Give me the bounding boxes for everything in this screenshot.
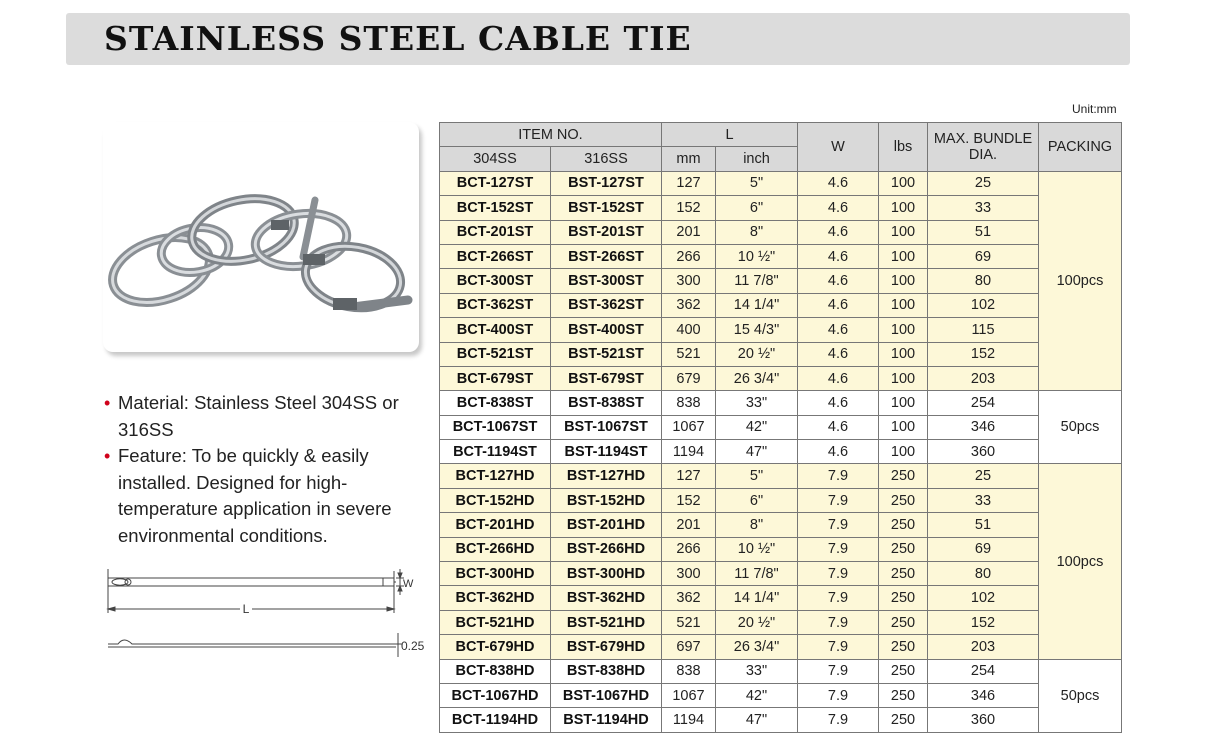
max-bundle-cell: 51	[928, 220, 1039, 244]
code-304ss-cell: BCT-201ST	[440, 220, 551, 244]
code-316ss-cell: BST-521ST	[551, 342, 662, 366]
width-cell: 4.6	[798, 415, 879, 439]
width-cell: 7.9	[798, 635, 879, 659]
width-cell: 7.9	[798, 488, 879, 512]
length-mm-cell: 1194	[662, 440, 716, 464]
packing-cell: 50pcs	[1039, 391, 1122, 464]
table-row	[440, 513, 1122, 537]
length-mm-cell: 521	[662, 342, 716, 366]
cable-tie-dimension-drawing	[106, 565, 436, 665]
code-316ss-cell: BST-266ST	[551, 244, 662, 268]
lbs-cell: 250	[879, 610, 928, 634]
length-inch-cell: 5"	[716, 464, 798, 488]
length-mm-cell: 838	[662, 659, 716, 683]
code-316ss-cell: BST-1067HD	[551, 683, 662, 707]
length-mm-cell: 1067	[662, 683, 716, 707]
code-304ss-cell: BCT-362HD	[440, 586, 551, 610]
width-cell: 4.6	[798, 318, 879, 342]
length-inch-cell: 33"	[716, 659, 798, 683]
title-bar	[66, 13, 1130, 65]
length-mm-cell: 1067	[662, 415, 716, 439]
lbs-cell: 100	[879, 244, 928, 268]
bullet-icon: •	[104, 446, 111, 466]
length-mm-cell: 362	[662, 293, 716, 317]
code-304ss-cell: BCT-362ST	[440, 293, 551, 317]
code-304ss-cell: BCT-266HD	[440, 537, 551, 561]
width-cell: 7.9	[798, 537, 879, 561]
code-304ss-cell: BCT-1194ST	[440, 440, 551, 464]
item-no-header: ITEM NO.	[440, 123, 662, 147]
width-cell: 4.6	[798, 171, 879, 195]
length-inch-cell: 33"	[716, 391, 798, 415]
product-photo	[103, 122, 419, 352]
max-bundle-cell: 115	[928, 318, 1039, 342]
length-inch-cell: 14 1/4"	[716, 293, 798, 317]
code-304ss-cell: BCT-201HD	[440, 513, 551, 537]
packing-cell: 100pcs	[1039, 171, 1122, 391]
table-row	[440, 610, 1122, 634]
lbs-header: lbs	[879, 123, 928, 172]
lbs-cell: 100	[879, 293, 928, 317]
length-inch-cell: 10 ½"	[716, 244, 798, 268]
length-mm-cell: 300	[662, 562, 716, 586]
page-title: STAINLESS STEEL CABLE TIE	[104, 19, 692, 58]
length-mm-cell: 201	[662, 513, 716, 537]
length-inch-cell: 5"	[716, 171, 798, 195]
lbs-cell: 100	[879, 318, 928, 342]
code-304ss-cell: BCT-838HD	[440, 659, 551, 683]
lbs-cell: 100	[879, 366, 928, 390]
feature-item-feature	[104, 443, 424, 549]
code-304ss-cell: BCT-152HD	[440, 488, 551, 512]
code-316ss-cell: BST-400ST	[551, 318, 662, 342]
length-mm-cell: 152	[662, 488, 716, 512]
lbs-cell: 250	[879, 659, 928, 683]
code-304ss-cell: BCT-400ST	[440, 318, 551, 342]
code-304ss-cell: BCT-679ST	[440, 366, 551, 390]
lbs-cell: 100	[879, 391, 928, 415]
table-row	[440, 708, 1122, 732]
width-cell: 4.6	[798, 366, 879, 390]
table-row	[440, 366, 1122, 390]
lbs-cell: 250	[879, 683, 928, 707]
lbs-cell: 100	[879, 269, 928, 293]
length-inch-cell: 20 ½"	[716, 342, 798, 366]
code-316ss-cell: BST-152HD	[551, 488, 662, 512]
bullet-icon: •	[104, 393, 111, 413]
length-inch-cell: 10 ½"	[716, 537, 798, 561]
max-bundle-cell: 360	[928, 708, 1039, 732]
table-row	[440, 659, 1122, 683]
length-inch-cell: 15 4/3"	[716, 318, 798, 342]
code-304ss-cell: BCT-300ST	[440, 269, 551, 293]
lbs-cell: 250	[879, 488, 928, 512]
length-inch-cell: 8"	[716, 220, 798, 244]
code-316ss-cell: BST-1067ST	[551, 415, 662, 439]
code-304ss-cell: BCT-152ST	[440, 196, 551, 220]
lbs-cell: 250	[879, 464, 928, 488]
lbs-cell: 250	[879, 537, 928, 561]
feature-item-material	[104, 390, 424, 443]
max-bundle-cell: 51	[928, 513, 1039, 537]
max-bundle-cell: 203	[928, 366, 1039, 390]
code-304ss-cell: BCT-300HD	[440, 562, 551, 586]
code-316ss-cell: BST-362HD	[551, 586, 662, 610]
ss316-header: 316SS	[551, 147, 662, 171]
width-cell: 7.9	[798, 708, 879, 732]
lbs-cell: 250	[879, 513, 928, 537]
dimension-diagram	[106, 565, 436, 670]
packing-cell: 100pcs	[1039, 464, 1122, 659]
code-316ss-cell: BST-300HD	[551, 562, 662, 586]
lbs-cell: 100	[879, 220, 928, 244]
table-row	[440, 440, 1122, 464]
code-316ss-cell: BST-152ST	[551, 196, 662, 220]
length-inch-cell: 8"	[716, 513, 798, 537]
max-bundle-cell: 69	[928, 537, 1039, 561]
width-cell: 7.9	[798, 562, 879, 586]
width-cell: 4.6	[798, 244, 879, 268]
lbs-cell: 100	[879, 415, 928, 439]
code-316ss-cell: BST-201HD	[551, 513, 662, 537]
table-row	[440, 683, 1122, 707]
lbs-cell: 250	[879, 708, 928, 732]
table-row	[440, 269, 1122, 293]
length-mm-cell: 400	[662, 318, 716, 342]
code-304ss-cell: BCT-127ST	[440, 171, 551, 195]
max-bundle-cell: 346	[928, 683, 1039, 707]
thickness-label: 0.25	[401, 639, 425, 653]
feature-text: Feature: To be quickly & easily installed. Designed for high-temperature application in severe environmental conditions.	[118, 445, 392, 546]
cable-ties-illustration	[103, 122, 419, 352]
lbs-cell: 100	[879, 440, 928, 464]
table-row	[440, 196, 1122, 220]
code-316ss-cell: BST-521HD	[551, 610, 662, 634]
max-bundle-header: MAX. BUNDLE DIA.	[928, 123, 1039, 172]
lbs-cell: 250	[879, 586, 928, 610]
lbs-cell: 250	[879, 635, 928, 659]
length-inch-cell: 11 7/8"	[716, 269, 798, 293]
table-row	[440, 171, 1122, 195]
max-bundle-cell: 33	[928, 196, 1039, 220]
code-304ss-cell: BCT-1067HD	[440, 683, 551, 707]
length-mm-cell: 152	[662, 196, 716, 220]
lbs-cell: 100	[879, 171, 928, 195]
length-mm-cell: 127	[662, 171, 716, 195]
lbs-cell: 100	[879, 342, 928, 366]
max-bundle-cell: 25	[928, 171, 1039, 195]
table-row	[440, 415, 1122, 439]
code-304ss-cell: BCT-1067ST	[440, 415, 551, 439]
lbs-cell: 250	[879, 562, 928, 586]
max-bundle-cell: 346	[928, 415, 1039, 439]
length-mm-cell: 1194	[662, 708, 716, 732]
table-row	[440, 293, 1122, 317]
max-bundle-cell: 360	[928, 440, 1039, 464]
max-bundle-cell: 80	[928, 562, 1039, 586]
code-304ss-cell: BCT-266ST	[440, 244, 551, 268]
code-316ss-cell: BST-201ST	[551, 220, 662, 244]
length-inch-cell: 6"	[716, 488, 798, 512]
length-mm-cell: 679	[662, 366, 716, 390]
length-mm-cell: 201	[662, 220, 716, 244]
width-cell: 4.6	[798, 220, 879, 244]
length-mm-cell: 127	[662, 464, 716, 488]
code-316ss-cell: BST-838HD	[551, 659, 662, 683]
width-cell: 4.6	[798, 342, 879, 366]
lbs-cell: 100	[879, 196, 928, 220]
width-label: W	[403, 578, 414, 590]
code-316ss-cell: BST-127ST	[551, 171, 662, 195]
length-inch-cell: 42"	[716, 683, 798, 707]
max-bundle-cell: 69	[928, 244, 1039, 268]
length-mm-cell: 838	[662, 391, 716, 415]
length-inch-cell: 14 1/4"	[716, 586, 798, 610]
width-cell: 4.6	[798, 440, 879, 464]
length-label: L	[242, 602, 250, 616]
table-row	[440, 488, 1122, 512]
length-inch-cell: 11 7/8"	[716, 562, 798, 586]
length-inch-cell: 26 3/4"	[716, 366, 798, 390]
width-cell: 7.9	[798, 610, 879, 634]
width-header: W	[798, 123, 879, 172]
table-row	[440, 635, 1122, 659]
length-inch-cell: 47"	[716, 708, 798, 732]
max-bundle-cell: 33	[928, 488, 1039, 512]
spec-table-body	[440, 171, 1122, 732]
width-cell: 4.6	[798, 391, 879, 415]
code-316ss-cell: BST-266HD	[551, 537, 662, 561]
length-inch-cell: 6"	[716, 196, 798, 220]
code-316ss-cell: BST-127HD	[551, 464, 662, 488]
width-cell: 7.9	[798, 659, 879, 683]
max-bundle-cell: 102	[928, 293, 1039, 317]
width-cell: 7.9	[798, 586, 879, 610]
code-304ss-cell: BCT-127HD	[440, 464, 551, 488]
code-316ss-cell: BST-1194ST	[551, 440, 662, 464]
table-row	[440, 586, 1122, 610]
length-inch-cell: 26 3/4"	[716, 635, 798, 659]
code-304ss-cell: BCT-679HD	[440, 635, 551, 659]
feature-list	[104, 390, 424, 549]
table-row	[440, 537, 1122, 561]
width-cell: 7.9	[798, 683, 879, 707]
max-bundle-cell: 254	[928, 659, 1039, 683]
length-mm-cell: 300	[662, 269, 716, 293]
code-316ss-cell: BST-679HD	[551, 635, 662, 659]
code-316ss-cell: BST-838ST	[551, 391, 662, 415]
length-mm-cell: 266	[662, 244, 716, 268]
table-row	[440, 318, 1122, 342]
max-bundle-cell: 152	[928, 342, 1039, 366]
code-304ss-cell: BCT-521ST	[440, 342, 551, 366]
code-316ss-cell: BST-300ST	[551, 269, 662, 293]
packing-header: PACKING	[1039, 123, 1122, 172]
width-cell: 7.9	[798, 464, 879, 488]
width-cell: 4.6	[798, 269, 879, 293]
inch-header: inch	[716, 147, 798, 171]
code-316ss-cell: BST-679ST	[551, 366, 662, 390]
code-316ss-cell: BST-1194HD	[551, 708, 662, 732]
table-row	[440, 220, 1122, 244]
feature-text: Material: Stainless Steel 304SS or 316SS	[118, 392, 399, 440]
max-bundle-cell: 25	[928, 464, 1039, 488]
code-304ss-cell: BCT-1194HD	[440, 708, 551, 732]
width-cell: 4.6	[798, 196, 879, 220]
unit-label: Unit:mm	[1072, 102, 1117, 116]
spec-table	[439, 122, 1122, 733]
width-cell: 7.9	[798, 513, 879, 537]
length-inch-cell: 42"	[716, 415, 798, 439]
max-bundle-cell: 102	[928, 586, 1039, 610]
table-row	[440, 562, 1122, 586]
code-316ss-cell: BST-362ST	[551, 293, 662, 317]
max-bundle-cell: 254	[928, 391, 1039, 415]
max-bundle-cell: 203	[928, 635, 1039, 659]
table-row	[440, 464, 1122, 488]
length-inch-cell: 47"	[716, 440, 798, 464]
max-bundle-cell: 80	[928, 269, 1039, 293]
length-header: L	[662, 123, 798, 147]
table-row	[440, 244, 1122, 268]
length-mm-cell: 362	[662, 586, 716, 610]
packing-cell: 50pcs	[1039, 659, 1122, 732]
table-row	[440, 342, 1122, 366]
length-mm-cell: 697	[662, 635, 716, 659]
width-cell: 4.6	[798, 293, 879, 317]
mm-header: mm	[662, 147, 716, 171]
max-bundle-cell: 152	[928, 610, 1039, 634]
length-mm-cell: 521	[662, 610, 716, 634]
ss304-header: 304SS	[440, 147, 551, 171]
code-304ss-cell: BCT-521HD	[440, 610, 551, 634]
length-mm-cell: 266	[662, 537, 716, 561]
length-inch-cell: 20 ½"	[716, 610, 798, 634]
table-row	[440, 391, 1122, 415]
code-304ss-cell: BCT-838ST	[440, 391, 551, 415]
